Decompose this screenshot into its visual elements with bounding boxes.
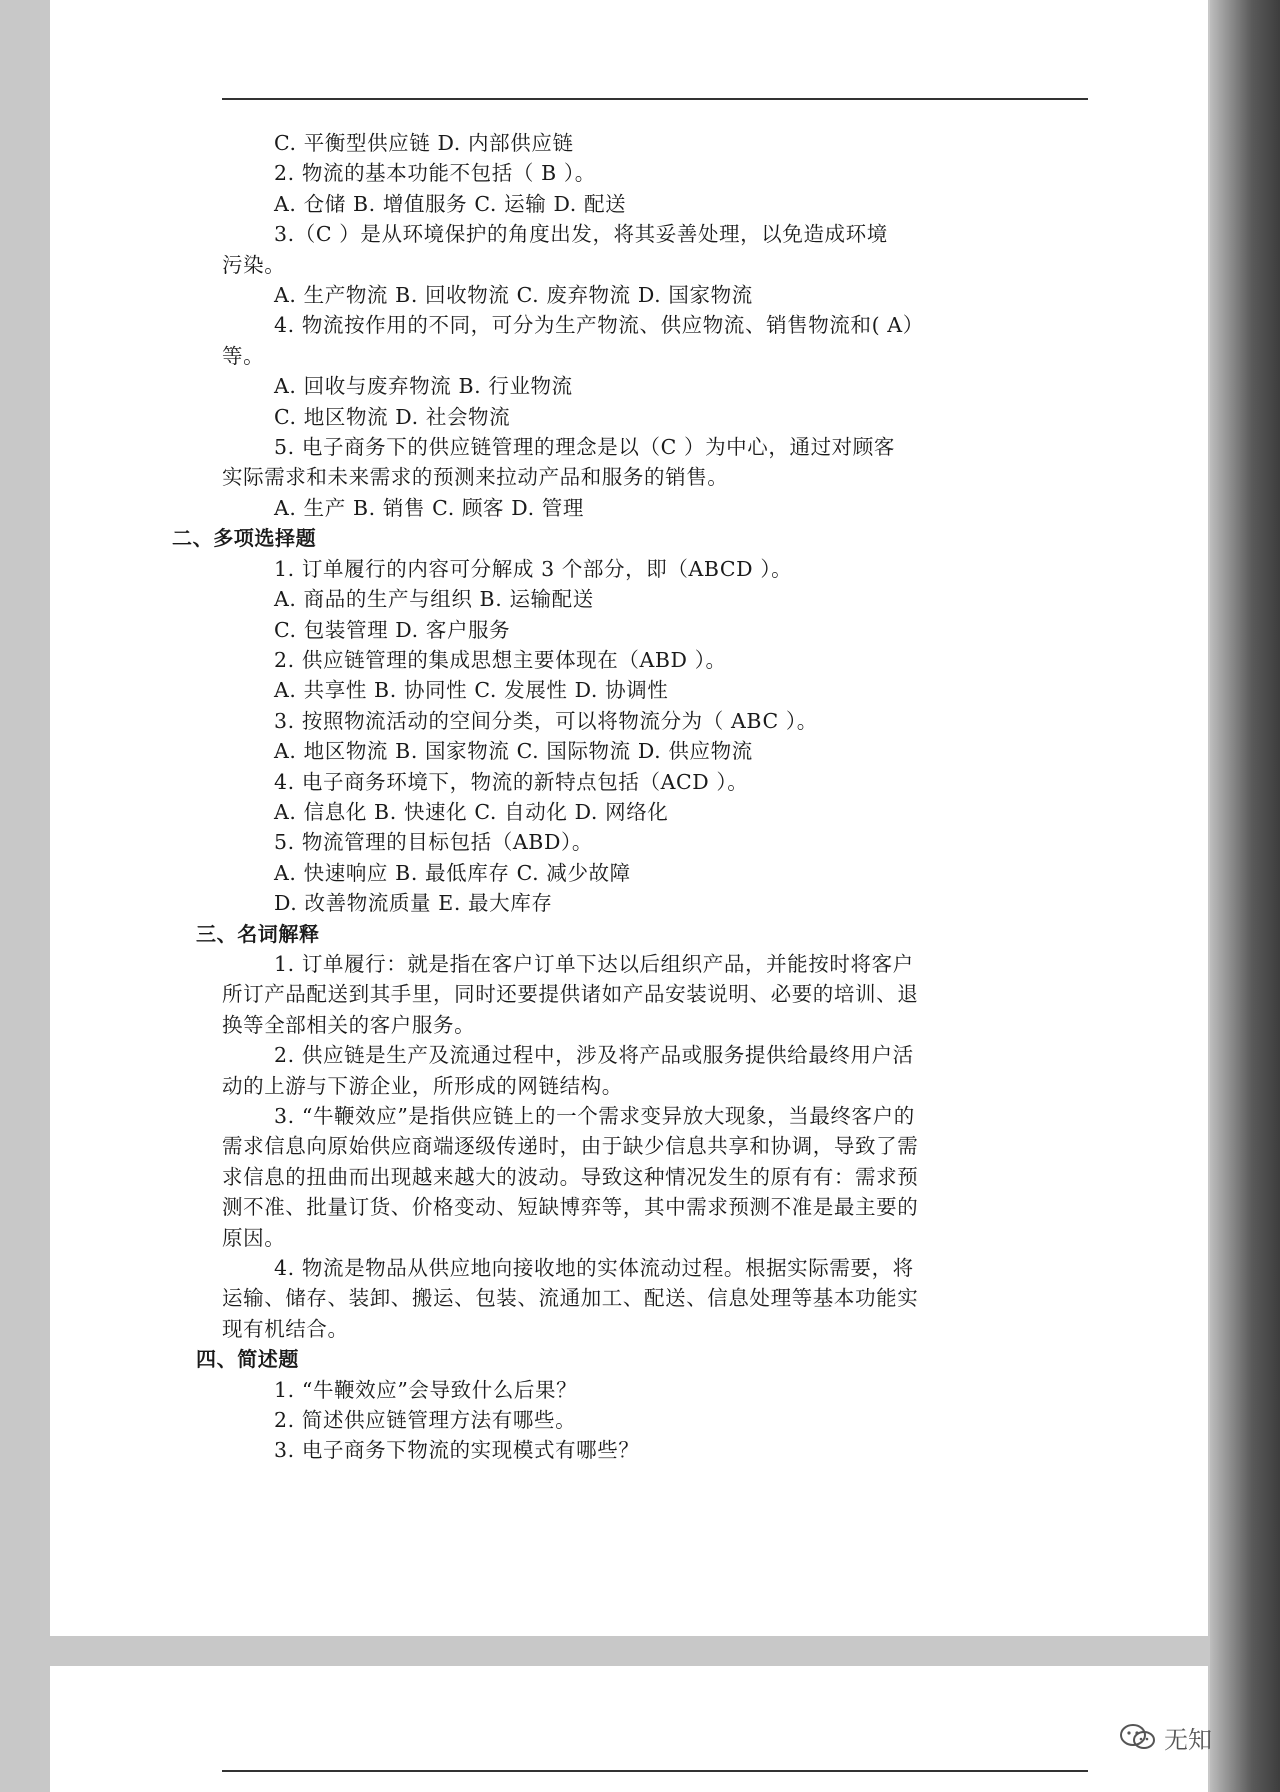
text-line: 实际需求和未来需求的预测来拉动产品和服务的销售。 [222,465,729,490]
text-line: 需求信息向原始供应商端逐级传递时，由于缺少信息共享和协调，导致了需 [222,1134,919,1159]
text-line: A. 地区物流 B. 国家物流 C. 国际物流 D. 供应物流 [274,739,753,764]
text-line: 现有机结合。 [222,1316,349,1341]
viewer-scroll-shade [1210,0,1280,1792]
watermark [1118,1720,1212,1754]
text-line: A. 信息化 B. 快速化 C. 自动化 D. 网络化 [274,799,669,824]
text-line: 3. “牛鞭效应”是指供应链上的一个需求变异放大现象，当最终客户的 [274,1104,915,1128]
text-line: 5. 电子商务下的供应链管理的理念是以（C ）为中心，通过对顾客 [274,435,895,460]
text-line: 4. 电子商务环境下，物流的新特点包括（ACD ）。 [274,769,749,794]
text-line: 运输、储存、装卸、搬运、包装、流通加工、配送、信息处理等基本功能实 [222,1286,919,1311]
header-rule [222,98,1088,100]
text-line: C. 包装管理 D. 客户服务 [274,617,511,642]
text-line: 1. 订单履行的内容可分解成 3 个部分，即（ABCD ）。 [274,556,793,581]
text-line: 原因。 [222,1225,286,1250]
text-line: C. 地区物流 D. 社会物流 [274,404,511,429]
text-line: 等。 [222,343,265,368]
next-document-page [50,1666,1208,1792]
section-heading: 四、简述题 [196,1347,299,1372]
text-line: 3. 电子商务下物流的实现模式有哪些？ [274,1438,640,1463]
text-line: 4. 物流按作用的不同，可分为生产物流、供应物流、销售物流和( A） [274,313,924,338]
text-line: 3. 按照物流活动的空间分类，可以将物流分为（ ABC ）。 [274,708,818,733]
text-line: A. 回收与废弃物流 B. 行业物流 [274,374,573,399]
wechat-icon [1118,1722,1158,1752]
text-line: A. 商品的生产与组织 B. 运输配送 [274,587,594,612]
text-line: A. 快速响应 B. 最低库存 C. 减少故障 [274,860,631,885]
text-line: A. 仓储 B. 增值服务 C. 运输 D. 配送 [274,191,627,216]
text-line: 2. 供应链是生产及流通过程中，涉及将产品或服务提供给最终用户活 [274,1043,914,1068]
text-line: A. 生产 B. 销售 C. 顾客 D. 管理 [274,495,585,520]
text-line: 污染。 [222,252,286,277]
text-line: 求信息的扭曲而出现越来越大的波动。导致这种情况发生的原有有：需求预 [222,1164,919,1189]
text-line: 1. 订单履行：就是指在客户订单下达以后组织产品，并能按时将客户 [274,951,914,976]
page-content [172,128,1088,1466]
section-heading: 二、多项选择题 [172,526,317,551]
text-line: 所订产品配送到其手里，同时还要提供诸如产品安装说明、必要的培训、退 [222,982,919,1007]
text-line: 5. 物流管理的目标包括（ABD）。 [274,830,593,855]
text-line: 4. 物流是物品从供应地向接收地的实体流动过程。根据实际需要，将 [274,1256,914,1281]
text-line: C. 平衡型供应链 D. 内部供应链 [274,131,574,155]
section-heading: 三、名词解释 [196,921,320,946]
text-line: 测不准、批量订货、价格变动、短缺博弈等，其中需求预测不准是最主要的 [222,1195,919,1220]
next-page-header-rule [222,1770,1088,1772]
text-line: 动的上游与下游企业，所形成的网链结构。 [222,1073,623,1098]
text-line: 1. “牛鞭效应”会导致什么后果？ [274,1377,578,1402]
document-page [50,0,1208,1636]
text-line: 2. 物流的基本功能不包括（ B ）。 [274,161,596,186]
text-line: 2. 供应链管理的集成思想主要体现在（ABD ）。 [274,647,727,672]
text-line: A. 生产物流 B. 回收物流 C. 废弃物流 D. 国家物流 [274,283,753,308]
text-line: 3.（C ）是从环境保护的角度出发，将其妥善处理，以免造成环境 [274,222,888,247]
text-line: 2. 简述供应链管理方法有哪些。 [274,1408,577,1433]
watermark-label: 无知 [1164,1725,1212,1754]
text-line: 换等全部相关的客户服务。 [222,1012,476,1037]
text-line: D. 改善物流质量 E. 最大库存 [274,891,553,916]
text-line: A. 共享性 B. 协同性 C. 发展性 D. 协调性 [274,678,669,703]
